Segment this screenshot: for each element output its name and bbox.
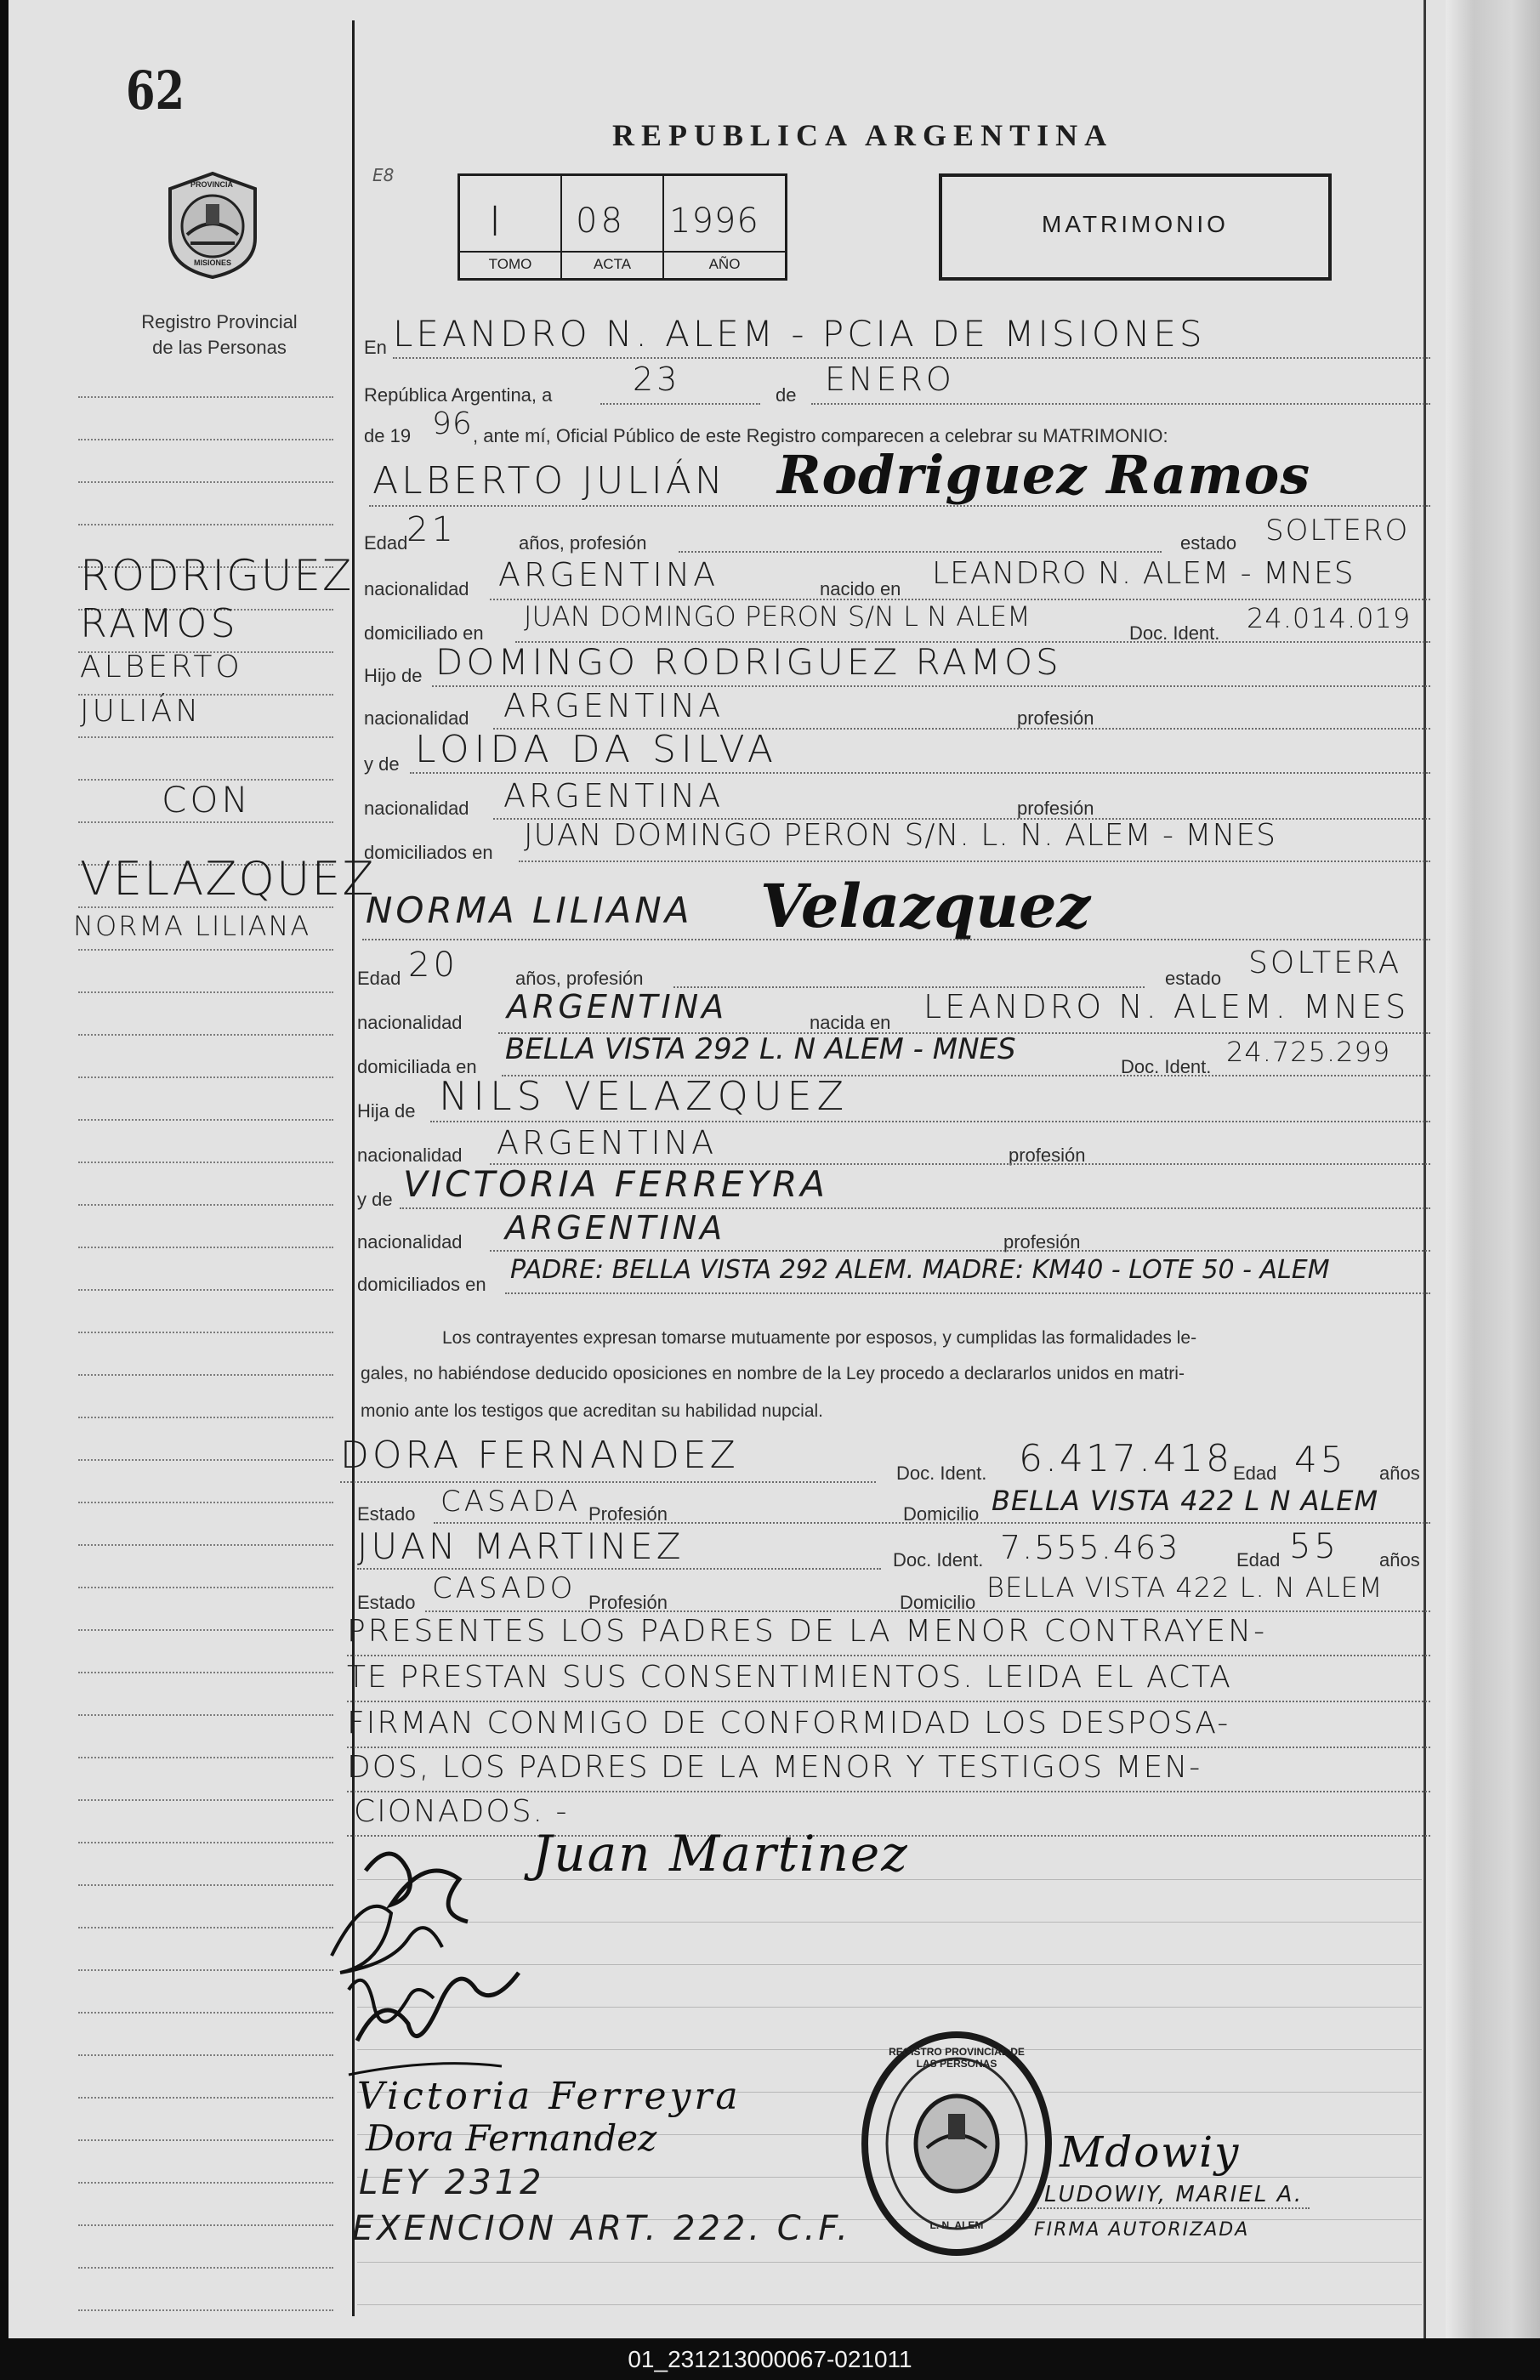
groom-profesion-line: [679, 551, 1162, 553]
month-line: [811, 403, 1430, 405]
register-sheet: [9, 0, 1446, 2338]
groom-parents-line: [519, 861, 1430, 862]
label-bride-nac: nacionalidad: [357, 1012, 463, 1033]
witness2-name-line: [357, 1568, 881, 1570]
witness1-signature: Dora Fernandez: [366, 2117, 657, 2159]
groom-name-line: [369, 505, 1430, 507]
province-seal: [162, 170, 264, 281]
witness1-row2-line: [434, 1522, 1430, 1524]
margin-rule: [78, 1927, 333, 1928]
bride-father: NILS VELAZQUEZ: [439, 1073, 850, 1119]
margin-groom-surname-2: RAMOS: [80, 600, 239, 646]
label-w1-anos: años: [1379, 1463, 1420, 1484]
bride-nationality: ARGENTINA: [507, 988, 728, 1025]
witness1-name-line: [340, 1481, 876, 1483]
groom-parents-address: JUAN DOMINGO PERON S/N. L. N. ALEM - MNES: [524, 818, 1276, 853]
margin-rule: [78, 1544, 333, 1546]
label-en: En: [364, 337, 387, 358]
margin-groom-given-1: ALBERTO: [80, 650, 243, 684]
right-border: [1424, 0, 1426, 2338]
main-rule: [357, 2304, 1422, 2305]
official-name: LUDOWIY, MARIEL A.: [1044, 2182, 1304, 2207]
witness2-domicilio: BELLA VISTA 422 L. N ALEM: [986, 1571, 1384, 1604]
label-nacida-en: nacida en: [810, 1012, 891, 1033]
note-rule-2: [347, 1701, 1430, 1702]
label-w1-profesion: Profesión: [588, 1503, 668, 1525]
label-father-nac: nacionalidad: [364, 707, 469, 729]
margin-rule: [78, 1289, 333, 1291]
groom-estado: SOLTERO: [1265, 514, 1410, 548]
margin-rule: [78, 1714, 333, 1716]
label-bride-edad: Edad: [357, 968, 401, 989]
label-w2-anos: años: [1379, 1549, 1420, 1571]
witness1-name: DORA FERNANDEZ: [340, 1434, 739, 1477]
margin-bride-surname: VELAZQUEZ: [80, 852, 376, 906]
groom-age: 21: [406, 510, 457, 549]
witness2-age: 55: [1289, 1527, 1339, 1566]
label-domiciliada: domiciliada en: [357, 1056, 477, 1077]
note-line-3: FIRMAN CONMIGO DE CONFORMIDAD LOS DESPOSA-: [347, 1706, 1230, 1741]
tomo-value: I: [489, 198, 505, 246]
label-w1-edad: Edad: [1233, 1463, 1277, 1484]
groom-surname: Rodriguez Ramos: [777, 444, 1311, 506]
label-nacido-en: nacido en: [820, 578, 901, 599]
witness1-doc: 6.417.418: [1019, 1437, 1232, 1480]
margin-rule: [78, 991, 333, 993]
witness1-estado: CASADA: [440, 1485, 582, 1519]
bride-doc: 24.725.299: [1226, 1036, 1391, 1068]
margin-rule: [78, 736, 333, 738]
label-hija-de: Hija de: [357, 1100, 416, 1122]
margin-rule: [78, 1799, 333, 1801]
margin-groom-surname-1: RODRIGUEZ: [80, 551, 354, 600]
label-w1-domicilio: Domicilio: [903, 1503, 980, 1525]
label-w2-edad: Edad: [1236, 1549, 1281, 1571]
margin-rule: [78, 2012, 333, 2014]
bride-mother-signature: Victoria Ferreyra: [357, 2075, 742, 2118]
file-id: 01_231213000067-021011: [0, 2338, 1540, 2380]
margin-rule: [78, 439, 333, 440]
note-rule-1: [347, 1655, 1430, 1656]
margin-rule: [78, 1204, 333, 1206]
margin-bride-given: NORMA LILIANA: [73, 910, 311, 942]
groom-father-nationality: ARGENTINA: [503, 687, 725, 724]
bride-age: 20: [408, 946, 458, 985]
margin-rule: [78, 1969, 333, 1971]
bride-surname: Velazquez: [760, 871, 1091, 941]
declaration-line-3: monio ante los testigos que acreditan su habilidad nupcial.: [361, 1401, 824, 1421]
label-w2-domicilio: Domicilio: [900, 1592, 976, 1613]
bride-parents-line: [505, 1292, 1430, 1294]
margin-rule: [78, 906, 333, 908]
page-edge: [1446, 0, 1540, 2338]
witness2-row2-line: [425, 1610, 1430, 1612]
groom-father: DOMINGO RODRIGUEZ RAMOS: [435, 641, 1062, 683]
margin-rule: [78, 1842, 333, 1843]
margin-rule: [78, 1247, 333, 1248]
margin-rule: [78, 1332, 333, 1333]
official-line: [1037, 2207, 1310, 2209]
margin-groom-given-2: JULIÁN: [80, 694, 202, 729]
label-bfather-profesion: profesión: [1009, 1145, 1086, 1166]
registry-name-1: Registro Provincial: [141, 311, 298, 332]
witness2-doc: 7.555.463: [1000, 1529, 1180, 1566]
groom-mother-line: [410, 772, 1430, 774]
stamp-sub: L. N. ALEM: [929, 2219, 984, 2231]
note-rule-4: [347, 1791, 1430, 1792]
record-type-box: [939, 173, 1332, 281]
margin-rule: [78, 1076, 333, 1078]
place-line: [393, 357, 1430, 359]
witness1-age: 45: [1294, 1439, 1347, 1480]
note-line-5: CIONADOS. -: [354, 1794, 569, 1829]
margin-rule: [78, 949, 333, 951]
margin-rule: [78, 2097, 333, 2099]
country-title: REPUBLICA ARGENTINA: [612, 118, 1114, 152]
seal-text-bottom: MISIONES: [194, 258, 232, 267]
margin-rule: [78, 1629, 333, 1631]
bride-name-line: [362, 939, 1430, 940]
label-groom-edad: Edad: [364, 532, 408, 554]
label-ante: , ante mí, Oficial Público de este Registro comparecen a celebrar su MATRIMONIO:: [473, 425, 1168, 446]
bride-mother-nac-line: [490, 1250, 1430, 1252]
bride-born-in: LEANDRO N. ALEM. MNES: [923, 988, 1410, 1025]
tomo-label: TOMO: [488, 256, 532, 272]
label-bmother-profesion: profesión: [1003, 1231, 1081, 1252]
label-mother-nac: nacionalidad: [364, 798, 469, 819]
label-de-19: de 19: [364, 425, 412, 446]
note-rule-3: [347, 1747, 1430, 1748]
label-groom-anos: años, profesión: [519, 532, 647, 554]
page-number: 62: [126, 60, 185, 122]
exemption-note: EXENCION ART. 222. C.F.: [352, 2209, 851, 2248]
label-y-de: y de: [364, 753, 400, 775]
day-line: [600, 403, 760, 405]
margin-rule: [78, 481, 333, 483]
label-father-profesion: profesión: [1017, 707, 1094, 729]
acta-value: 08: [576, 202, 626, 241]
acta-label: ACTA: [593, 256, 632, 272]
witness1-domicilio: BELLA VISTA 422 L N ALEM: [992, 1485, 1379, 1517]
margin-rule: [78, 1162, 333, 1163]
label-w2-doc: Doc. Ident.: [893, 1549, 984, 1571]
label-domiciliado: domiciliado en: [364, 622, 484, 644]
label-bride-y-de: y de: [357, 1189, 393, 1210]
margin-rule: [78, 2267, 333, 2269]
year-suffix: 96: [432, 406, 473, 441]
ano-value: 1996: [669, 202, 759, 241]
bride-father-nationality: ARGENTINA: [497, 1124, 718, 1162]
stamp-text: REGISTRO PROVINCIAL DE LAS PERSONAS: [889, 2046, 1025, 2070]
bride-mother: VICTORIA FERREYRA: [403, 1163, 828, 1205]
record-box: [457, 173, 787, 281]
bride-address: BELLA VISTA 292 L. N ALEM - MNES: [505, 1032, 1016, 1066]
month-value: ENERO: [825, 361, 955, 398]
label-w2-profesion: Profesión: [588, 1592, 668, 1613]
ano-label: AÑO: [708, 256, 741, 272]
official-role: FIRMA AUTORIZADA: [1034, 2219, 1250, 2241]
bride-given-name: NORMA LILIANA: [366, 889, 693, 931]
place-value: LEANDRO N. ALEM - PCIA DE MISIONES: [393, 313, 1206, 355]
label-bmother-nac: nacionalidad: [357, 1231, 463, 1252]
label-w1-doc: Doc. Ident.: [896, 1463, 987, 1484]
margin-rule: [78, 2054, 333, 2056]
margin-rule: [78, 396, 333, 398]
groom-mother-nationality: ARGENTINA: [503, 777, 725, 815]
label-groom-nac: nacionalidad: [364, 578, 469, 599]
label-w2-estado: Estado: [357, 1592, 416, 1613]
margin-rule: [78, 1119, 333, 1121]
day-value: 23: [633, 361, 681, 398]
witness2-estado: CASADO: [432, 1571, 577, 1605]
groom-born-in: LEANDRO N. ALEM - MNES: [932, 556, 1355, 591]
margin-rule: [78, 1884, 333, 1886]
margin-rule: [78, 821, 333, 823]
label-w1-estado: Estado: [357, 1503, 416, 1525]
groom-mother: LOIDA DA SILVA: [415, 728, 778, 771]
label-bfather-nac: nacionalidad: [357, 1145, 463, 1166]
official-signature: Mdowiy: [1060, 2127, 1241, 2177]
note-line-4: DOS, LOS PADRES DE LA MENOR Y TESTIGOS MEN-: [347, 1750, 1202, 1785]
margin-annotation: E8: [372, 165, 395, 185]
groom-doc: 24.014.019: [1247, 602, 1412, 634]
bride-father-line: [430, 1121, 1430, 1122]
law-note: LEY 2312: [359, 2163, 545, 2202]
margin-rule: [78, 1757, 333, 1758]
bride-mother-nationality: ARGENTINA: [505, 1209, 726, 1247]
margin-rule: [78, 2182, 333, 2184]
declaration-line-1: Los contrayentes expresan tomarse mutuamente por esposos, y cumplidas las formalidades le-: [442, 1328, 1197, 1348]
groom-given-name: ALBERTO JULIÁN: [372, 459, 726, 503]
record-type: MATRIMONIO: [1042, 211, 1229, 237]
label-de: de: [776, 384, 797, 406]
registry-name-2: de las Personas: [152, 337, 287, 358]
margin-rule: [78, 1417, 333, 1418]
label-mother-profesion: profesión: [1017, 798, 1094, 819]
margin-connector: CON: [162, 779, 252, 821]
margin-rule: [78, 1587, 333, 1588]
margin-rule: [78, 524, 333, 525]
witness2-name: JUAN MARTINEZ: [357, 1525, 685, 1567]
margin-rule: [78, 1374, 333, 1376]
margin-rule: [78, 2139, 333, 2141]
main-rule: [357, 2262, 1422, 2263]
bride-parents-address: PADRE: BELLA VISTA 292 ALEM. MADRE: KM40 - LOTE 50 - ALEM: [510, 1255, 1330, 1285]
margin-rule: [78, 2224, 333, 2226]
bride-estado: SOLTERA: [1248, 946, 1402, 980]
margin-rule: [78, 1502, 333, 1503]
label-domiciliados: domiciliados en: [364, 842, 493, 863]
label-groom-doc: Doc. Ident.: [1129, 622, 1220, 644]
label-bride-doc: Doc. Ident.: [1121, 1056, 1212, 1077]
label-republica: República Argentina, a: [364, 384, 553, 406]
groom-nationality: ARGENTINA: [498, 556, 719, 594]
witness2-signature: Juan Martinez: [532, 1825, 909, 1883]
label-hijo-de: Hijo de: [364, 665, 423, 686]
label-bride-domiciliados: domiciliados en: [357, 1274, 486, 1295]
note-line-2: TE PRESTAN SUS CONSENTIMIENTOS. LEIDA EL ACTA: [347, 1660, 1232, 1695]
declaration-line-2: gales, no habiéndose deducido oposiciones en nombre de la Ley procedo a declararlos unidos en matri-: [361, 1364, 1185, 1383]
margin-rule: [78, 2309, 333, 2311]
seal-text-top: PROVINCIA: [190, 180, 234, 189]
label-bride-anos: años, profesión: [515, 968, 644, 989]
margin-rule: [78, 1672, 333, 1673]
margin-rule: [78, 1034, 333, 1036]
label-bride-estado: estado: [1165, 968, 1222, 989]
label-groom-estado: estado: [1180, 532, 1237, 554]
groom-address: JUAN DOMINGO PERON S/N L N ALEM: [524, 600, 1031, 633]
note-line-1: PRESENTES LOS PADRES DE LA MENOR CONTRAYEN-: [347, 1614, 1268, 1649]
margin-rule: [78, 1459, 333, 1461]
